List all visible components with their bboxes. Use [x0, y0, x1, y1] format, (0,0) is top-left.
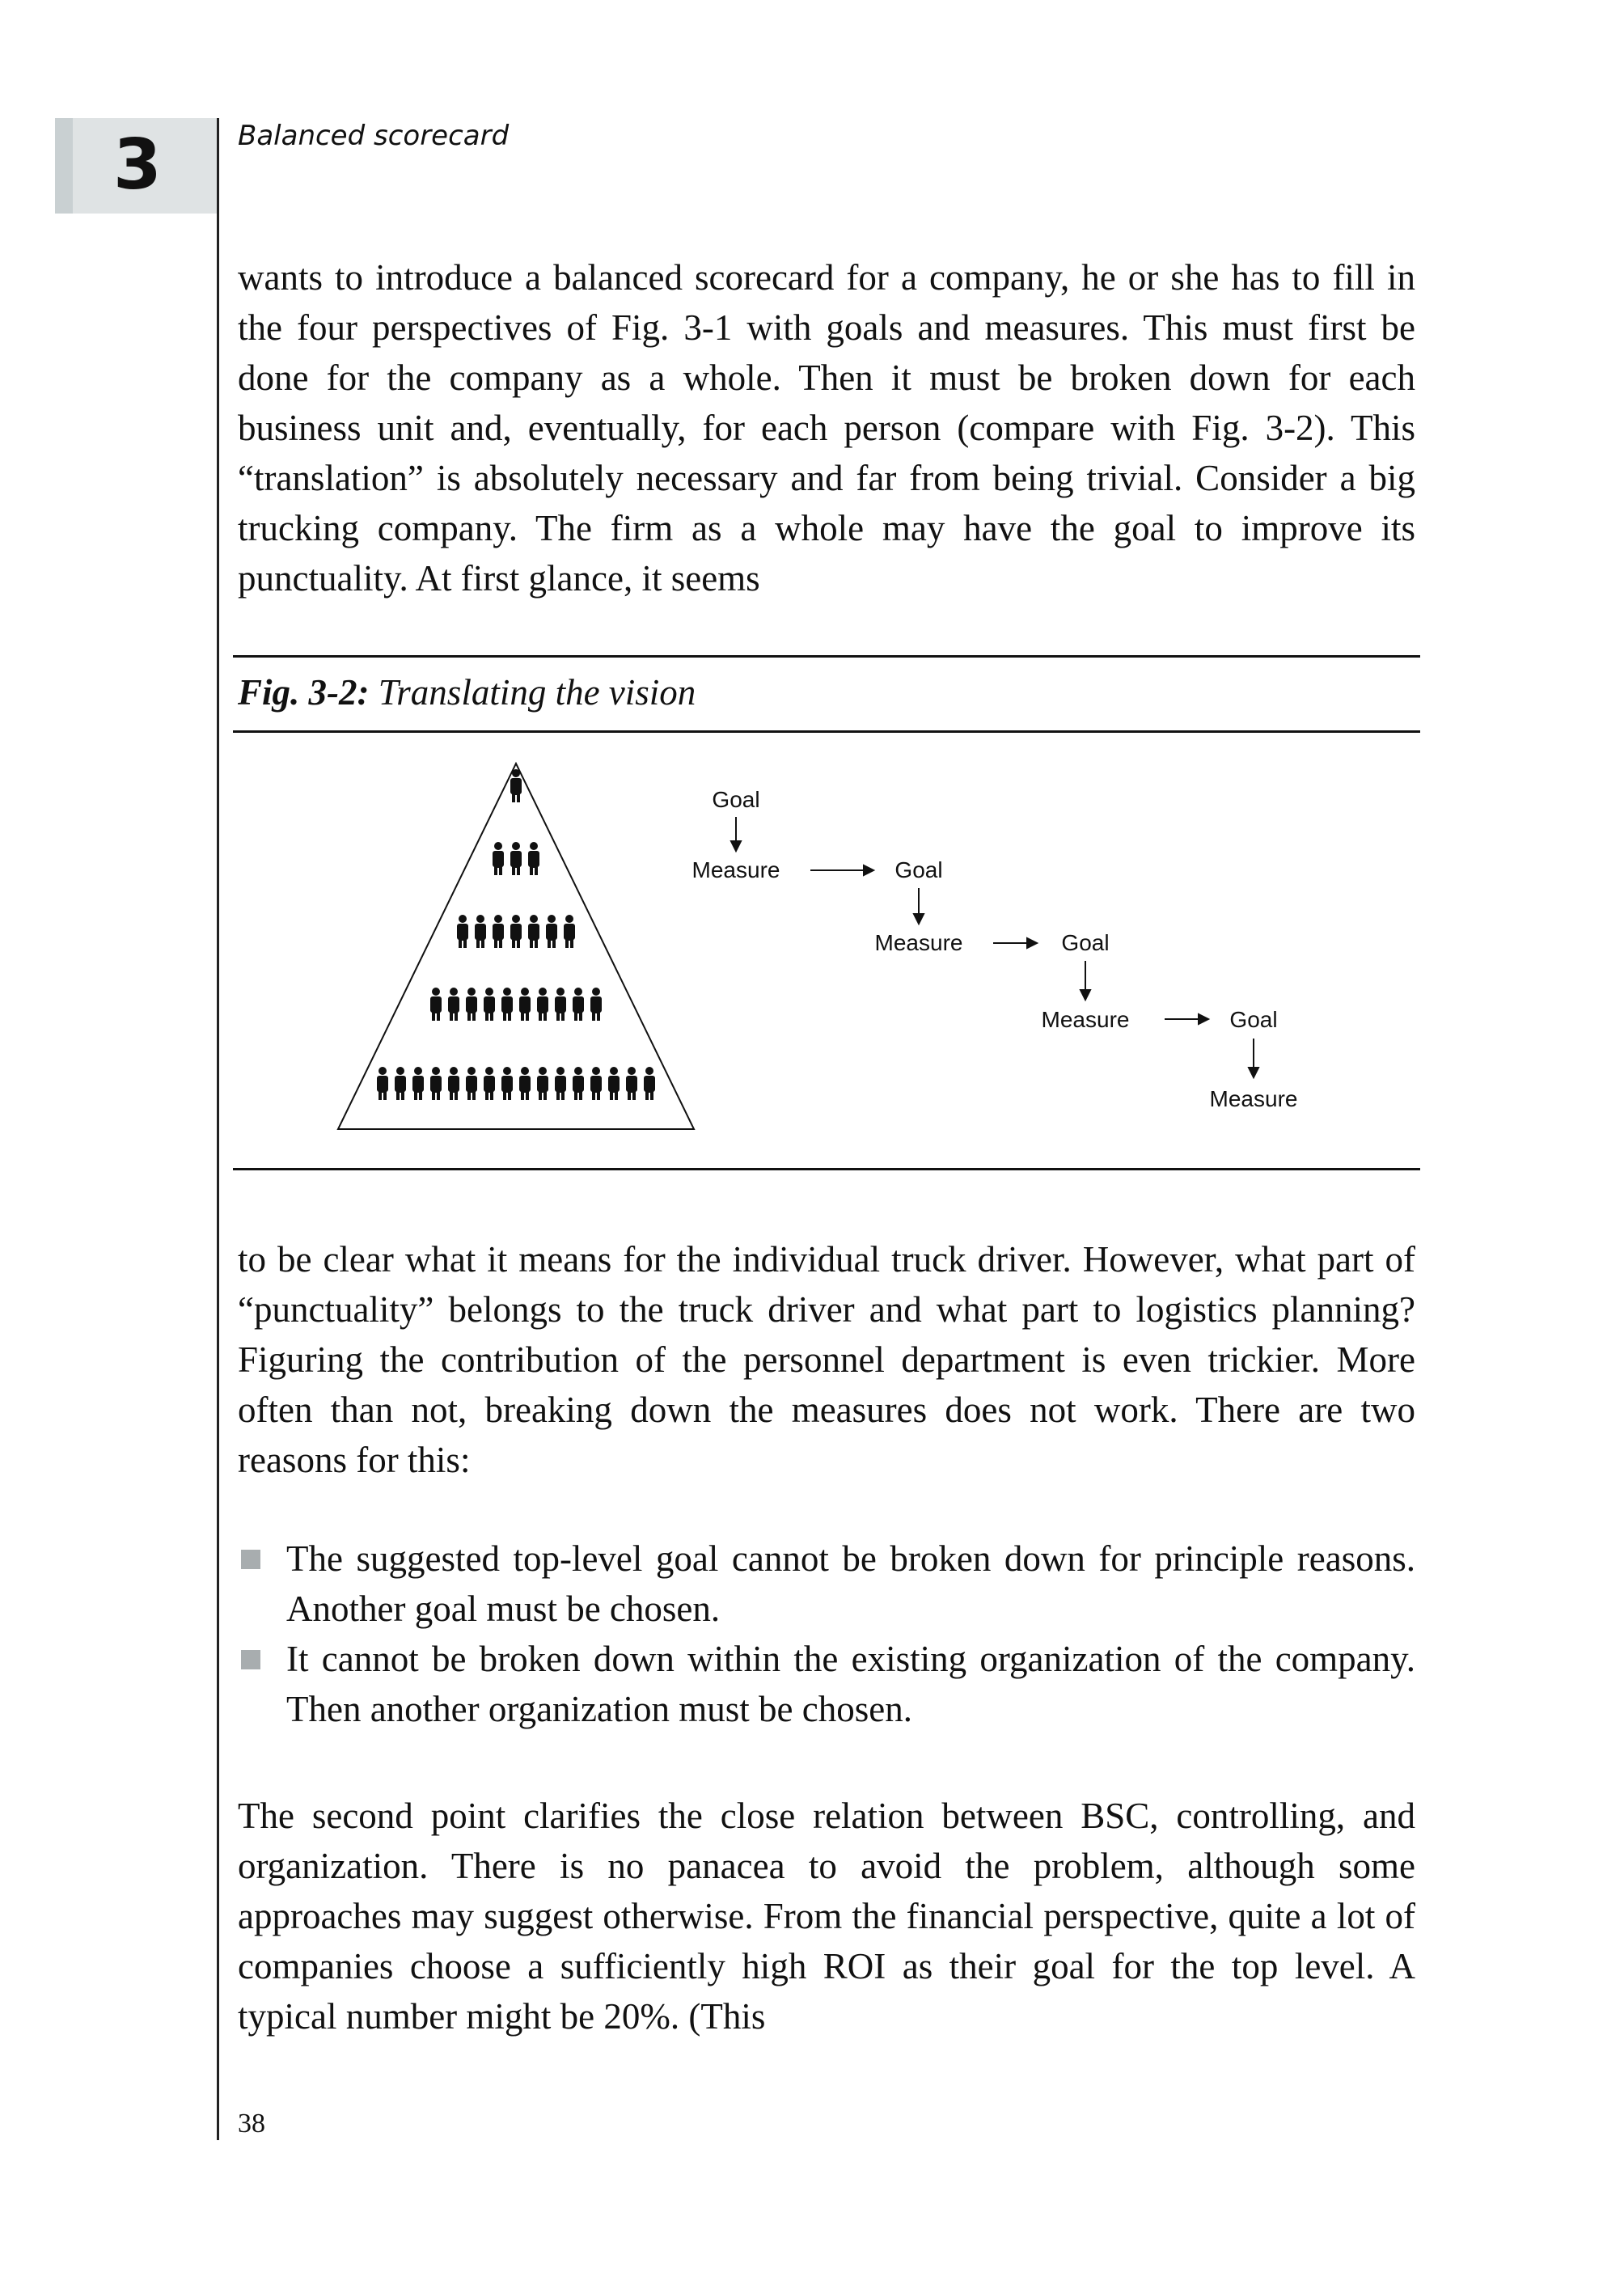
figure-diagram	[233, 736, 1420, 1165]
bullet-list	[238, 1534, 1415, 1734]
person-icon	[430, 988, 442, 1021]
person-icon	[510, 769, 522, 802]
person-icon	[608, 1067, 620, 1100]
person-icon	[448, 1067, 459, 1100]
bullet-item-2	[238, 1634, 1415, 1734]
person-icon	[546, 915, 557, 948]
person-icon	[644, 1067, 655, 1100]
measure-label-1: Measure	[691, 857, 780, 882]
arrowhead-right-1	[864, 865, 873, 875]
arrowhead-right-2	[1027, 938, 1037, 948]
goal-label-3: Goal	[1061, 930, 1110, 955]
person-icon	[573, 988, 584, 1021]
person-icon	[412, 1067, 424, 1100]
person-icon	[564, 915, 575, 948]
arrowhead-down-4	[1249, 1068, 1258, 1077]
running-head: Balanced scorecard	[238, 120, 510, 152]
arrowhead-right-3	[1199, 1014, 1208, 1024]
person-icon	[377, 1067, 388, 1100]
person-icon	[466, 988, 477, 1021]
margin-rule	[217, 118, 219, 2140]
pyramid-people	[377, 769, 655, 1100]
person-icon	[555, 1067, 566, 1100]
square-bullet-icon	[241, 1650, 260, 1669]
person-icon	[590, 988, 602, 1021]
person-icon	[555, 988, 566, 1021]
arrowhead-down-2	[914, 914, 924, 924]
page-number: 38	[238, 2109, 265, 2139]
person-icon	[395, 1067, 406, 1100]
figure-bottom-rule	[233, 1168, 1420, 1170]
person-icon	[528, 915, 539, 948]
person-icon	[573, 1067, 584, 1100]
person-icon	[484, 1067, 495, 1100]
square-bullet-icon	[241, 1550, 260, 1569]
person-icon	[537, 988, 548, 1021]
chapter-number: 3	[113, 125, 162, 205]
measure-label-4: Measure	[1209, 1086, 1298, 1111]
bullet-text-2: It cannot be broken down within the existing organization of the company. Then another organization must be chosen.	[286, 1639, 1415, 1729]
person-icon	[501, 1067, 513, 1100]
person-icon	[510, 842, 522, 875]
person-icon	[528, 842, 539, 875]
person-icon	[501, 988, 513, 1021]
person-icon	[493, 915, 504, 948]
arrowhead-down-3	[1081, 990, 1090, 1000]
figure-caption	[238, 668, 696, 717]
figure-top-rule	[233, 655, 1420, 658]
person-icon	[457, 915, 468, 948]
person-icon	[448, 988, 459, 1021]
person-icon	[475, 915, 486, 948]
goal-label-4: Goal	[1229, 1007, 1278, 1032]
goal-label-1: Goal	[712, 787, 760, 812]
body-paragraph-2: to be clear what it means for the individual truck driver. However, what part of “punctuality” belongs to the truck driver and what part to logistics planning? Figuring the contribution of the personnel department is even trickier. More often than not, breaking down the measures does not work. There are two reasons for this:	[238, 1239, 1415, 1480]
person-icon	[466, 1067, 477, 1100]
figure-caption-rule	[233, 730, 1420, 733]
arrowhead-down-1	[731, 841, 741, 851]
figure-caption-label: Fig. 3-2:	[238, 672, 370, 713]
person-icon	[430, 1067, 442, 1100]
person-icon	[626, 1067, 637, 1100]
person-icon	[510, 915, 522, 948]
person-icon	[590, 1067, 602, 1100]
person-icon	[493, 842, 504, 875]
person-icon	[519, 1067, 531, 1100]
body-paragraph-3: The second point clarifies the close relation between BSC, controlling, and organization. There is no panacea to avoid the problem, although some approaches may suggest otherwise. From the financial perspective, quite a lot of companies choose a sufficiently high ROI as their goal for the top level. A typical number might be 20%. (This	[238, 1796, 1415, 2037]
measure-label-3: Measure	[1041, 1007, 1130, 1032]
person-icon	[519, 988, 531, 1021]
figure-translating-vision	[233, 736, 1420, 1165]
measure-label-2: Measure	[874, 930, 963, 955]
figure-caption-title: Translating the vision	[378, 672, 696, 713]
body-paragraph-1: wants to introduce a balanced scorecard for a company, he or she has to fill in the four perspectives of Fig. 3-1 with goals and measures. This must first be done for the company as a whole. Then it must be broken down for each business unit and, eventually, for each person (compare with Fig. 3-2). This “translation” is absolutely necessary and far from being trivial. Consider a big trucking company. The firm as a whole may have the goal to improve its punctuality. At first glance, it seems	[238, 257, 1415, 599]
bullet-item-1	[238, 1534, 1415, 1634]
goal-label-2: Goal	[894, 857, 943, 882]
bullet-text-1: The suggested top-level goal cannot be broken down for principle reasons. Another goal must be chosen.	[286, 1538, 1415, 1629]
person-icon	[537, 1067, 548, 1100]
person-icon	[484, 988, 495, 1021]
